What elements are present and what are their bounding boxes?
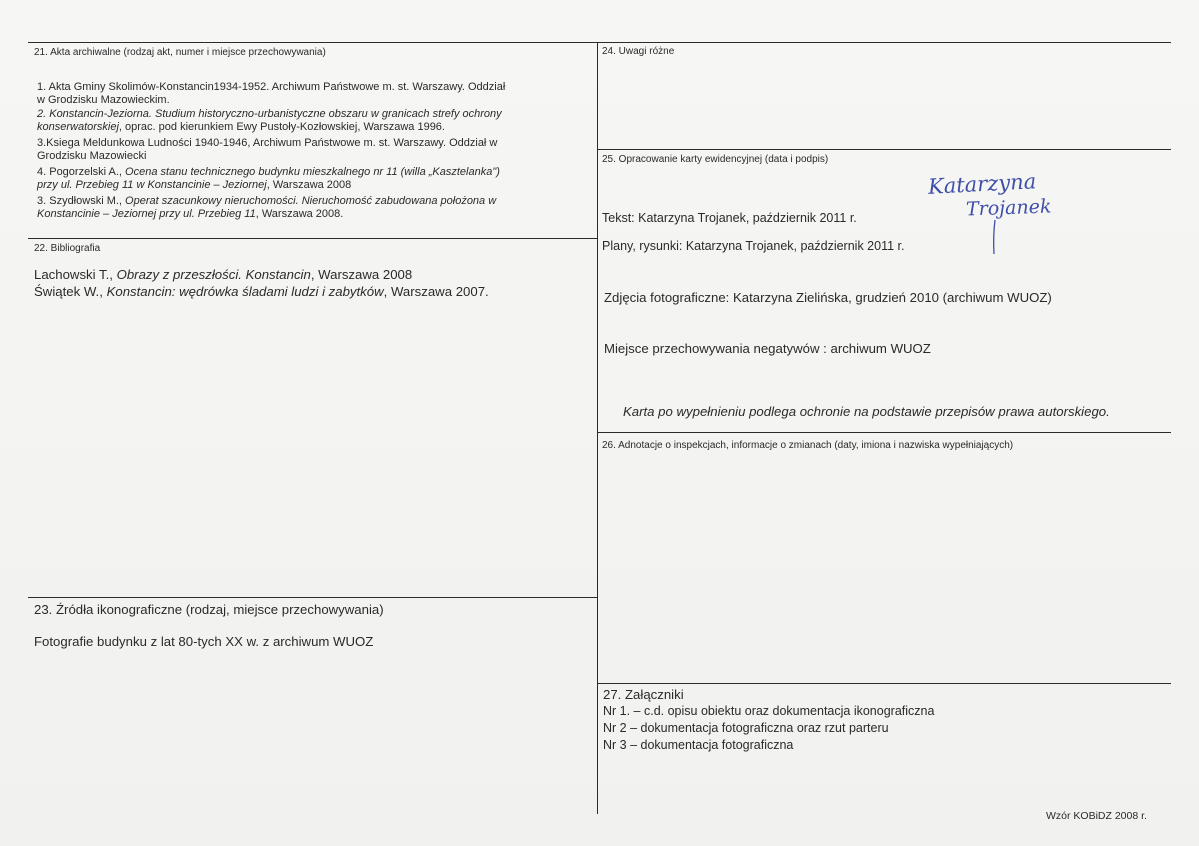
- archive-item-1: [37, 81, 505, 107]
- archive-item-5-line1: [37, 195, 496, 208]
- archive-item-1-line2: w Grodzisku Mazowieckim.: [37, 94, 170, 107]
- archive-item-5: [37, 195, 496, 221]
- archive-item-4-line2: [37, 179, 500, 192]
- archive-item-3-line2: Grodzisku Mazowiecki: [37, 150, 147, 163]
- section-26-header: 26. Adnotacje o inspekcjach, informacje o zmianach (daty, imiona i nazwiska wypełniających): [602, 440, 1014, 451]
- signature-stroke: [985, 218, 1005, 258]
- bibliography-entry-2-author: Świątek W.,: [34, 284, 107, 299]
- copyright-note: Karta po wypełnieniu podlega ochronie na podstawie przepisów prawa autorskiego.: [623, 404, 1110, 419]
- archive-item-5-line2: [37, 208, 496, 221]
- archive-item-2-rest: , oprac. pod kierunkiem Ewy Pustoły-Kozłowskiej, Warszawa 1996.: [118, 121, 445, 134]
- section-25-header: 25. Opracowanie karty ewidencyjnej (data i podpis): [602, 154, 829, 165]
- template-footer: Wzór KOBiDZ 2008 r.: [1046, 810, 1147, 822]
- archive-item-4: [37, 166, 500, 192]
- signature-line-1: Katarzyna: [927, 169, 1037, 199]
- archive-item-5-title: Operat szacunkowy nieruchomości. Nieruchomość zabudowana położona w: [125, 195, 497, 207]
- section-23-header: 23. Źródła ikonograficzne (rodzaj, miejsce przechowywania): [34, 602, 384, 617]
- divider-24-25: [597, 149, 1171, 150]
- top-rule: [28, 42, 1171, 43]
- archive-item-3: [37, 137, 497, 163]
- archive-item-5-rest: , Warszawa 2008.: [255, 208, 344, 221]
- section-21-header: 21. Akta archiwalne (rodzaj akt, numer i miejsce przechowywania): [34, 47, 326, 58]
- archive-item-5-author: 3. Szydłowski M.,: [37, 195, 126, 207]
- archive-item-4-author: 4. Pogorzelski A.,: [37, 166, 126, 178]
- archive-item-2-title-end: konserwatorskiej: [37, 121, 119, 134]
- archive-item-1-line1: 1. Akta Gminy Skolimów-Konstancin1934-1952. Archiwum Państwowe m. st. Warszawy. Oddział: [37, 81, 506, 93]
- iconographic-sources-text: Fotografie budynku z lat 80-tych XX w. z archiwum WUOZ: [34, 634, 374, 649]
- section-27-header: 27. Załączniki: [603, 687, 684, 702]
- archive-item-2-line2: [37, 121, 502, 134]
- archive-item-4-title: Ocena stanu technicznego budynku mieszkalnego nr 11 (willa „Kasztelanka"): [125, 166, 500, 178]
- bibliography-entry-2-rest: , Warszawa 2007.: [383, 284, 489, 299]
- divider-21-22: [28, 238, 597, 239]
- text-author-line: Tekst: Katarzyna Trojanek, październik 2011 r.: [602, 211, 857, 225]
- section-24-header: 24. Uwagi różne: [602, 46, 675, 57]
- bibliography-entry-2-title: Konstancin: wędrówka śladami ludzi i zabytków: [106, 284, 384, 299]
- signature-line-2: Trojanek: [965, 195, 1052, 221]
- archive-item-4-line1: [37, 166, 500, 179]
- attachments-list: [603, 703, 934, 754]
- section-22-header: 22. Bibliografia: [34, 243, 101, 254]
- photos-author-line: Zdjęcia fotograficzne: Katarzyna Zielińska, grudzień 2010 (archiwum WUOZ): [604, 290, 1052, 305]
- bibliography-entry-1-author: Lachowski T.,: [34, 267, 117, 282]
- bibliography-entry-1-title: Obrazy z przeszłości. Konstancin: [116, 267, 311, 282]
- bibliography-entry-1: [34, 267, 412, 282]
- attachment-item-3: Nr 3 – dokumentacja fotograficzna: [603, 738, 794, 752]
- archive-item-2-line1: 2. Konstancin-Jeziorna. Studium historyczno-urbanistyczne obszaru w granicach strefy ochrony: [37, 108, 502, 120]
- column-divider: [597, 42, 598, 814]
- archive-item-4-rest: , Warszawa 2008: [266, 179, 352, 192]
- attachment-item-2: Nr 2 – dokumentacja fotograficzna oraz rzut parteru: [603, 721, 889, 735]
- divider-25-26: [597, 432, 1171, 433]
- archive-item-4-title-end: przy ul. Przebieg 11 w Konstancinie – Jeziornej: [37, 179, 267, 192]
- archive-item-5-title-end: Konstancinie – Jeziornej przy ul. Przebieg 11: [37, 208, 256, 221]
- bibliography-entry-1-rest: , Warszawa 2008: [310, 267, 413, 282]
- divider-22-23: [28, 597, 597, 598]
- drawings-author-line: Plany, rysunki: Katarzyna Trojanek, październik 2011 r.: [602, 239, 905, 253]
- archive-item-2: [37, 108, 502, 134]
- divider-26-27: [597, 683, 1171, 684]
- attachment-item-1: Nr 1. – c.d. opisu obiektu oraz dokumentacja ikonograficzna: [603, 704, 935, 718]
- bibliography-entry-2: [34, 284, 489, 299]
- archive-item-3-line1: 3.Ksiega Meldunkowa Ludności 1940-1946, Archiwum Państwowe m. st. Warszawy. Oddział w: [37, 137, 498, 149]
- negatives-storage-line: Miejsce przechowywania negatywów : archiwum WUOZ: [604, 341, 931, 356]
